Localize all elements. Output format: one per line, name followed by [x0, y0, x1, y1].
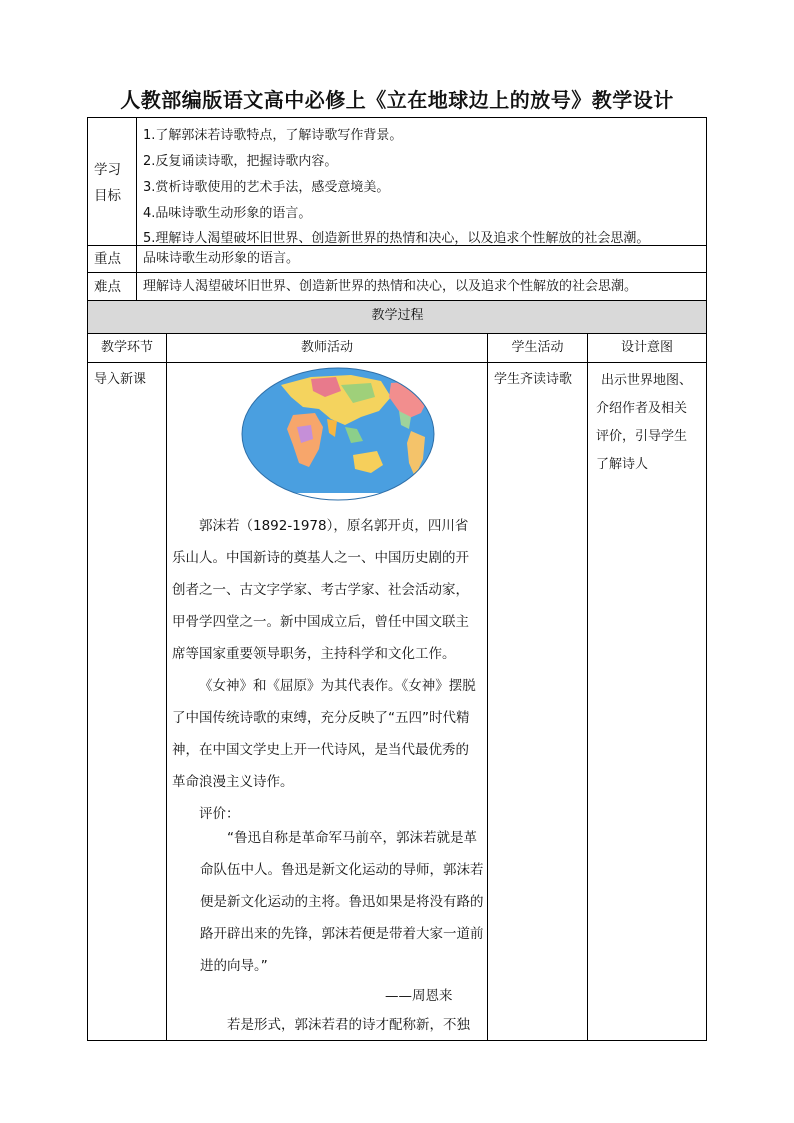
zhou-enlai-quote: “鲁迅自称是革命军马前卒，郭沫若就是革命队伍中人。鲁迅是新文化运动的导师，郭沫若便是新文化运动的主将。鲁迅如果是将没有路的路开辟出来的先锋，郭沫若便是带着大家一道前进的向导。”	[200, 830, 484, 974]
objective-item: 1.了解郭沫若诗歌特点，了解诗歌写作背景。	[143, 128, 403, 143]
process-header: 教学过程	[371, 308, 424, 323]
difficulty-label: 难点	[94, 279, 121, 295]
key-point-text: 品味诗歌生动形象的语言。	[143, 251, 300, 266]
continued-text: 若是形式，郭沫若君的诗才配称新，不独	[227, 1017, 470, 1033]
rule	[87, 117, 707, 118]
objective-item: 4.品味诗歌生动形象的语言。	[143, 206, 312, 221]
evaluation-heading: 评价：	[199, 806, 240, 822]
objective-item: 5.理解诗人渴望破坏旧世界、创造新世界的热情和决心，以及追求个性解放的社会思潮。	[143, 231, 650, 246]
quote-block	[200, 822, 485, 982]
world-map-icon	[241, 367, 435, 501]
rule	[87, 272, 707, 273]
page-title: 人教部编版语文高中必修上《立在地球边上的放号》教学设计	[120, 88, 674, 112]
student-activity-cell: 学生齐读诗歌	[494, 372, 573, 387]
column-header-stage: 教学环节	[100, 340, 153, 355]
rule	[706, 117, 707, 1041]
column-header-student: 学生活动	[511, 340, 564, 355]
rule	[87, 333, 707, 334]
rule	[87, 362, 707, 363]
objectives-label: 学习 目标	[94, 162, 121, 204]
design-intent-cell: 出示世界地图、 介绍作者及相关 评价，引导学生 了解诗人	[596, 373, 693, 472]
rule	[587, 333, 588, 1040]
objective-item: 3.赏析诗歌使用的艺术手法，感受意境美。	[143, 180, 390, 195]
rule	[166, 333, 167, 1040]
quote-attribution: ——周恩来	[385, 988, 453, 1004]
stage-cell: 导入新课	[94, 372, 147, 387]
column-header-teacher: 教师活动	[300, 340, 353, 355]
rule	[87, 117, 88, 1041]
works-paragraph: 《女神》和《屈原》为其代表作。《女神》摆脱了中国传统诗歌的束缚，充分反映了“五四”时代精神，在中国文学史上开一代诗风，是当代最优秀的革命浪漫主义诗作。	[172, 678, 476, 790]
author-intro-paragraph: 郭沫若（1892-1978），原名郭开贞，四川省乐山人。中国新诗的奠基人之一、中国历史剧的开创者之一、古文字学家、考古学家、社会活动家，甲骨学四堂之一。新中国成立后，曾任中国文联主席等国家重要领导职务，主持科学和文化工作。	[172, 518, 469, 662]
difficulty-text: 理解诗人渴望破坏旧世界、创造新世界的热情和决心，以及追求个性解放的社会思潮。	[143, 279, 638, 294]
key-point-label: 重点	[94, 251, 121, 267]
column-header-intent: 设计意图	[620, 340, 673, 355]
teacher-activity-text	[172, 510, 477, 830]
rule	[487, 333, 488, 1040]
rule	[87, 300, 707, 301]
rule	[136, 117, 137, 300]
rule	[87, 1040, 707, 1041]
objective-item: 2.反复诵读诗歌，把握诗歌内容。	[143, 154, 338, 169]
